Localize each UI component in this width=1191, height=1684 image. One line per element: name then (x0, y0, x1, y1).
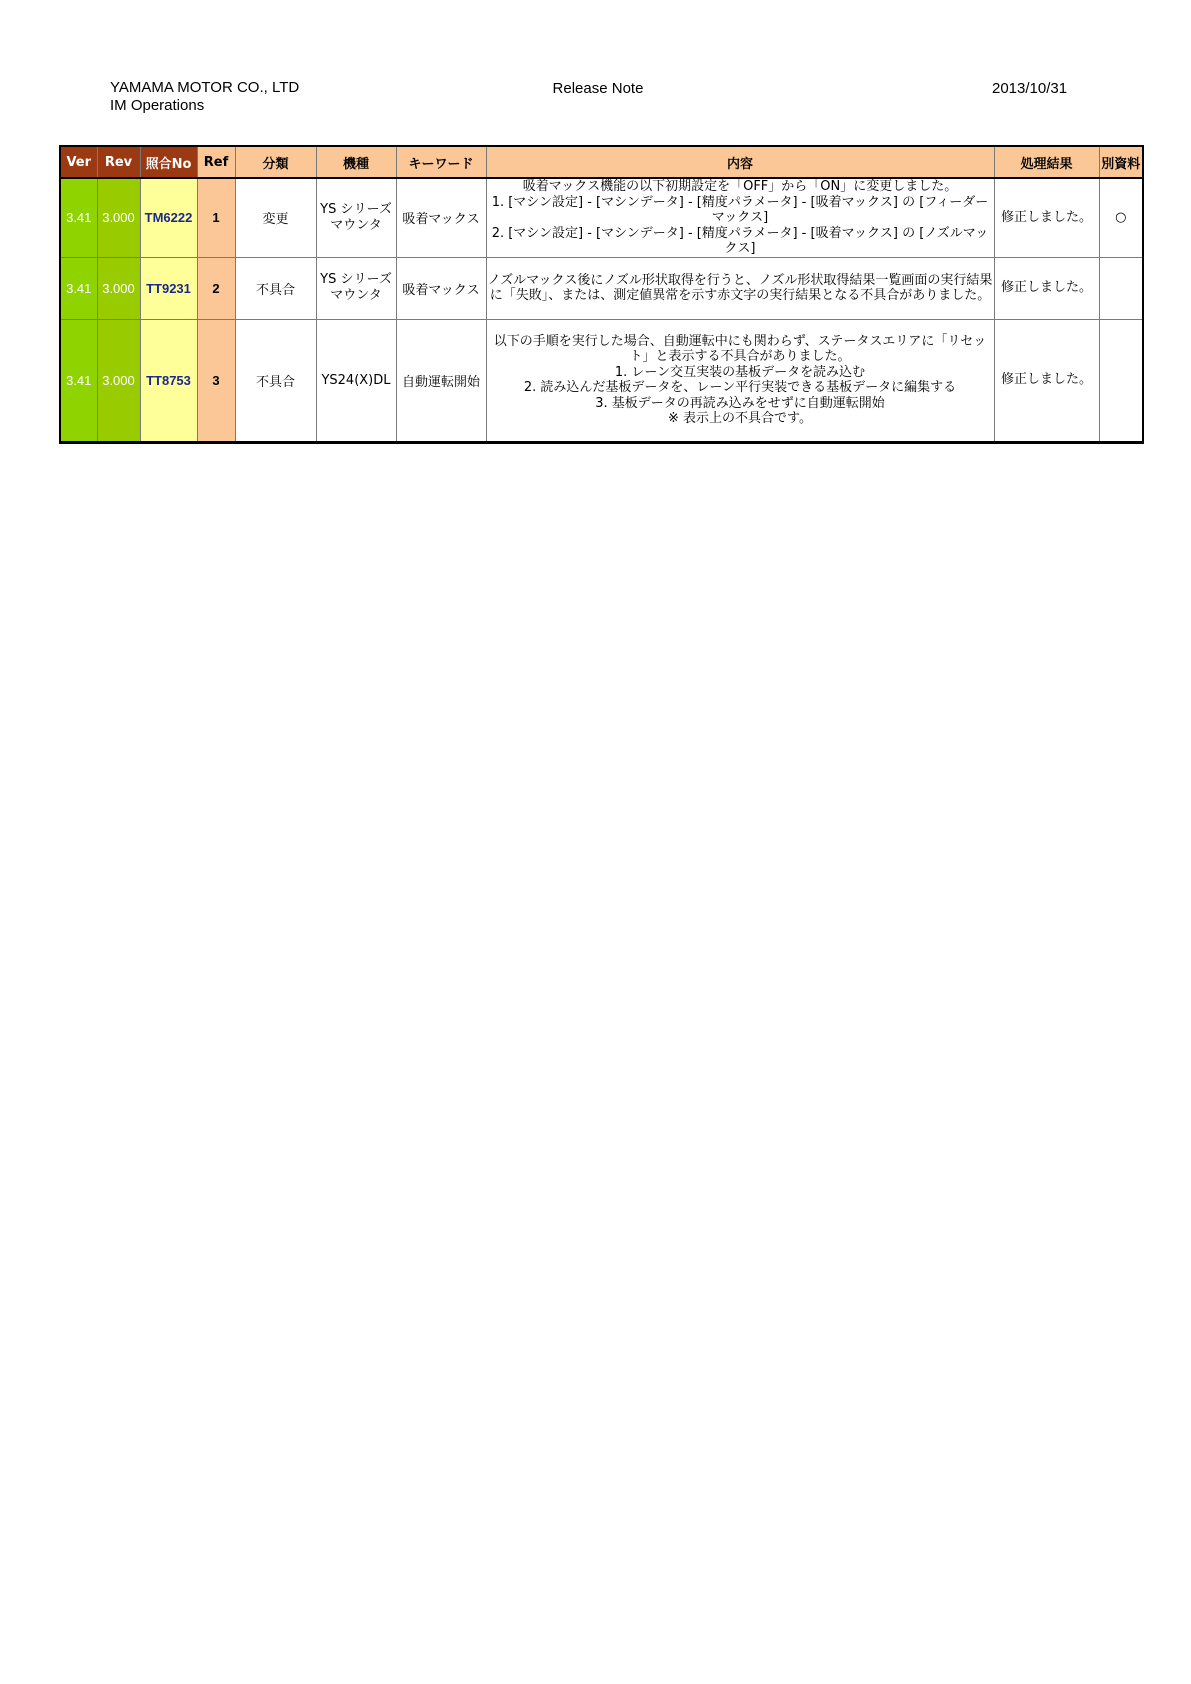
cell-ref: 1 (197, 178, 235, 257)
cell-result: 修正しました。 (994, 319, 1099, 442)
content-line: ノズルマックス後にノズル形状取得を行うと、ノズル形状取得結果一覧画面の実行結果に「失敗」、または、測定値異常を示す赤文字の実行結果となる不具合がありました。 (487, 272, 993, 303)
cell-content (486, 257, 994, 319)
cell-keyword: 自動運転開始 (396, 319, 486, 442)
col-header-ref: Ref (197, 146, 235, 178)
cell-attachment (1099, 257, 1143, 319)
cell-ref: 3 (197, 319, 235, 442)
cell-no: TM6222 (140, 178, 197, 257)
model-line-1: YS24(X)DL (321, 372, 391, 388)
cell-ref: 2 (197, 257, 235, 319)
cell-attachment (1099, 319, 1143, 442)
col-header-rev: Rev (97, 146, 140, 178)
cell-result: 修正しました。 (994, 178, 1099, 257)
cell-no: TT8753 (140, 319, 197, 442)
table-row (60, 178, 1143, 257)
col-header-attachment: 別資料 (1099, 146, 1143, 178)
col-header-ver: Ver (60, 146, 97, 178)
cell-rev: 3.000 (97, 319, 140, 442)
cell-ver: 3.41 (60, 257, 97, 319)
table-header-row (60, 146, 1143, 178)
col-header-keyword: キーワード (396, 146, 486, 178)
model-line-1: YS シリーズ (320, 272, 392, 287)
content-line: 3. 基板データの再読み込みをせずに自動運転開始 (595, 395, 885, 411)
content-line: ※ 表示上の不具合です。 (668, 411, 812, 426)
cell-attachment: ○ (1099, 178, 1143, 257)
cell-result: 修正しました。 (994, 257, 1099, 319)
cell-rev: 3.000 (97, 178, 140, 257)
cell-model (316, 178, 396, 257)
cell-keyword: 吸着マックス (396, 257, 486, 319)
company-name: YAMAMA MOTOR CO., LTD (110, 79, 300, 96)
col-header-result: 処理結果 (994, 146, 1099, 178)
release-notes-table (59, 145, 1144, 444)
model-line-2: マウンタ (330, 217, 382, 233)
cell-rev: 3.000 (97, 257, 140, 319)
model-line-2: マウンタ (330, 288, 382, 303)
document-title: Release Note (552, 80, 644, 97)
col-header-no: 照合No (140, 146, 197, 178)
cell-category: 変更 (235, 178, 316, 257)
cell-content (486, 178, 994, 257)
content-line: 以下の手順を実行した場合、自動運転中にも関わらず、ステータスエリアに「リセット」と表示する不具合がありました。 (493, 333, 987, 364)
cell-ver: 3.41 (60, 319, 97, 442)
col-header-category: 分類 (235, 146, 316, 178)
content-line: 2. [マシン設定] - [マシンデータ] - [精度パラメータ] - [吸着マックス] の [ノズルマックス] (491, 225, 989, 256)
cell-ver: 3.41 (60, 178, 97, 257)
cell-keyword: 吸着マックス (396, 178, 486, 257)
model-line-1: YS シリーズ (320, 201, 392, 217)
cell-category: 不具合 (235, 257, 316, 319)
cell-model (316, 319, 396, 442)
cell-no: TT9231 (140, 257, 197, 319)
col-header-content: 内容 (486, 146, 994, 178)
department-name: IM Operations (110, 97, 205, 114)
content-line: 2. 読み込んだ基板データを、レーン平行実装できる基板データに編集する (523, 380, 957, 395)
content-line: 吸着マックス機能の以下初期設定を「OFF」から「ON」に変更しました。 (522, 179, 958, 194)
cell-model (316, 257, 396, 319)
content-line: 1. [マシン設定] - [マシンデータ] - [精度パラメータ] - [吸着マックス] の [フィーダーマックス] (491, 194, 989, 225)
col-header-model: 機種 (316, 146, 396, 178)
cell-content (486, 319, 994, 442)
table-row (60, 257, 1143, 319)
document-date: 2013/10/31 (992, 80, 1068, 97)
cell-category: 不具合 (235, 319, 316, 442)
content-line: 1. レーン交互実装の基板データを読み込む (614, 364, 866, 380)
table-row (60, 319, 1143, 442)
